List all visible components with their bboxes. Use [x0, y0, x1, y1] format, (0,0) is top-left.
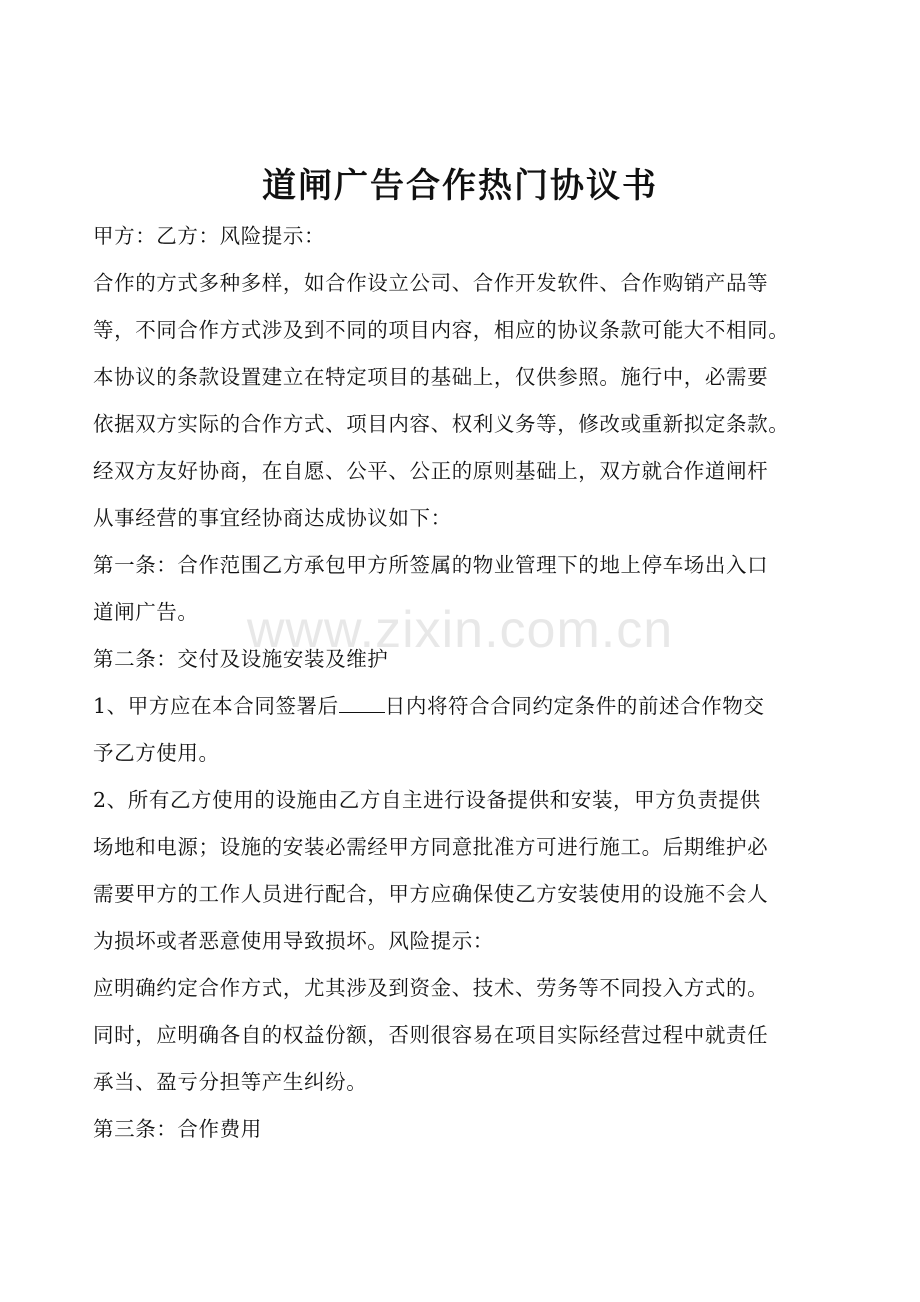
article-2-heading: 第二条：交付及设施安装及维护	[93, 647, 389, 671]
paragraph-line: 合作的方式多种多样，如合作设立公司、合作开发软件、合作购销产品等	[93, 271, 769, 295]
article-1-line: 第一条：合作范围乙方承包甲方所签属的物业管理下的地上停车场出入口	[93, 553, 769, 577]
item-1-text-after: 日内将符合合同约定条件的前述合作物交	[384, 694, 765, 718]
parties-line: 甲方：乙方：风险提示：	[93, 224, 326, 248]
paragraph-line: 需要甲方的工作人员进行配合，甲方应确保使乙方安装使用的设施不会人	[93, 882, 769, 906]
paragraph-line: 同时，应明确各自的权益份额，否则很容易在项目实际经营过程中就责任	[93, 1023, 769, 1047]
paragraph-line: 等，不同合作方式涉及到不同的项目内容，相应的协议条款可能大不相同。	[93, 318, 790, 342]
article-3-heading: 第三条：合作费用	[93, 1117, 262, 1141]
item-2-line: 2、所有乙方使用的设施由乙方自主进行设备提供和安装，甲方负责提供	[93, 788, 761, 812]
document-body	[93, 213, 833, 1153]
item-1-line	[93, 683, 833, 730]
paragraph-line: 场地和电源；设施的安装必需经甲方同意批准方可进行施工。后期维护必	[93, 835, 769, 859]
item-1-text-before: 1、甲方应在本合同签署后	[93, 694, 339, 718]
fill-in-blank	[339, 690, 385, 713]
paragraph-line: 承当、盈亏分担等产生纠纷。	[93, 1070, 368, 1094]
paragraph-line: 依据双方实际的合作方式、项目内容、权利义务等，修改或重新拟定条款。	[93, 412, 790, 436]
document-title: 道闸广告合作热门协议书	[262, 166, 658, 206]
paragraph-line: 从事经营的事宜经协商达成协议如下：	[93, 506, 452, 530]
watermark: www.zixin.com.cn	[246, 601, 674, 659]
paragraph-line: 本协议的条款设置建立在特定项目的基础上，仅供参照。施行中，必需要	[93, 365, 769, 389]
paragraph-line: 予乙方使用。	[93, 741, 220, 765]
paragraph-line: 应明确约定合作方式，尤其涉及到资金、技术、劳务等不同投入方式的。	[93, 976, 769, 1000]
paragraph-line: 道闸广告。	[93, 600, 199, 624]
paragraph-line: 经双方友好协商，在自愿、公平、公正的原则基础上，双方就合作道闸杆	[93, 459, 769, 483]
paragraph-line: 为损坏或者恶意使用导致损坏。风险提示：	[93, 929, 494, 953]
